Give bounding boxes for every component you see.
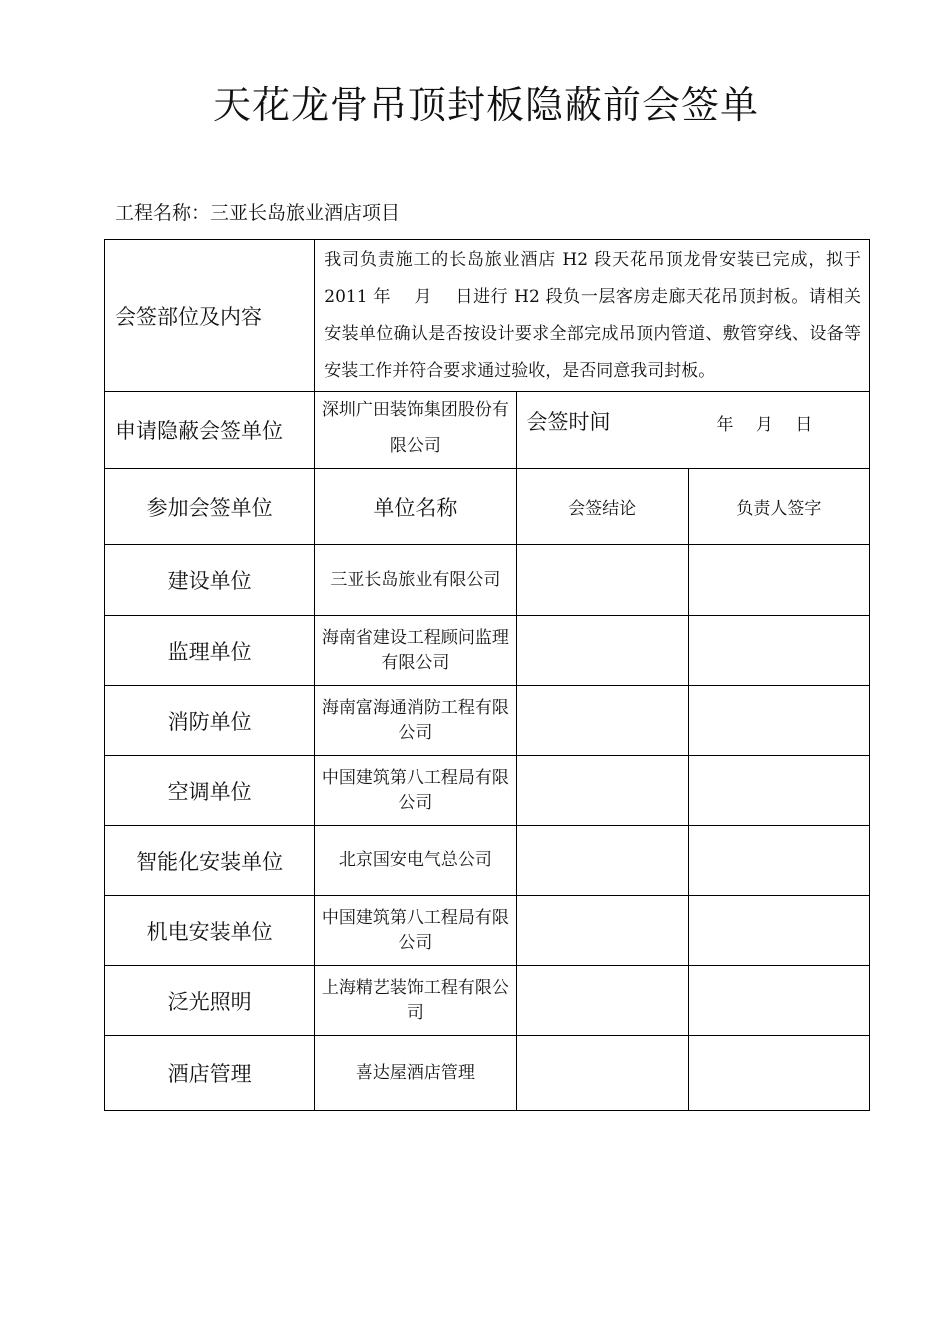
project-name: 工程名称：三亚长岛旅业酒店项目 bbox=[115, 202, 401, 224]
conclusion-cell[interactable] bbox=[516, 896, 688, 966]
content-text: 我司负责施工的长岛旅业酒店 H2 段天花吊顶龙骨安装已完成，拟于 2011 年 月 日进行 H2 段负一层客房走廊天花吊顶封板。请相关安装单位确认是否按设计要求全部完成吊顶内管道、敷管穿线、设备等安装工作并符合要求通过验收，是否同意我司封板。 bbox=[315, 240, 870, 392]
table-row bbox=[105, 756, 870, 826]
header-row bbox=[105, 469, 870, 545]
header-unit-type: 参加会签单位 bbox=[105, 469, 315, 545]
signature-cell[interactable] bbox=[688, 896, 869, 966]
unit-type: 智能化安装单位 bbox=[105, 826, 315, 896]
unit-type: 机电安装单位 bbox=[105, 896, 315, 966]
header-conclusion: 会签结论 bbox=[516, 469, 688, 545]
unit-name: 喜达屋酒店管理 bbox=[315, 1036, 516, 1111]
header-unit-name: 单位名称 bbox=[315, 469, 516, 545]
sign-time-label: 会签时间 bbox=[526, 410, 611, 434]
unit-type: 监理单位 bbox=[105, 616, 315, 686]
signature-cell[interactable] bbox=[688, 826, 869, 896]
apply-row bbox=[105, 392, 870, 469]
table-row bbox=[105, 826, 870, 896]
signature-cell[interactable] bbox=[688, 966, 869, 1036]
conclusion-cell[interactable] bbox=[516, 826, 688, 896]
table-row bbox=[105, 616, 870, 686]
conclusion-cell[interactable] bbox=[516, 686, 688, 756]
unit-type: 酒店管理 bbox=[105, 1036, 315, 1111]
unit-type: 消防单位 bbox=[105, 686, 315, 756]
table-row bbox=[105, 686, 870, 756]
unit-type: 建设单位 bbox=[105, 545, 315, 616]
content-row bbox=[105, 240, 870, 392]
apply-label: 申请隐蔽会签单位 bbox=[105, 392, 315, 469]
table-row bbox=[105, 896, 870, 966]
signature-cell[interactable] bbox=[688, 545, 869, 616]
sign-date-field[interactable]: 年 月 日 bbox=[716, 415, 813, 435]
unit-name: 中国建筑第八工程局有限公司 bbox=[315, 896, 516, 966]
table-row bbox=[105, 545, 870, 616]
unit-name: 海南省建设工程顾问监理有限公司 bbox=[315, 616, 516, 686]
apply-org: 深圳广田装饰集团股份有限公司 bbox=[315, 392, 516, 469]
header-signature: 负责人签字 bbox=[688, 469, 869, 545]
unit-name: 北京国安电气总公司 bbox=[315, 826, 516, 896]
unit-name: 上海精艺装饰工程有限公司 bbox=[315, 966, 516, 1036]
signature-cell[interactable] bbox=[688, 686, 869, 756]
signature-cell[interactable] bbox=[688, 756, 869, 826]
signature-cell[interactable] bbox=[688, 616, 869, 686]
table-row bbox=[105, 1036, 870, 1111]
unit-name: 三亚长岛旅业有限公司 bbox=[315, 545, 516, 616]
sign-time-cell bbox=[516, 392, 869, 469]
conclusion-cell[interactable] bbox=[516, 1036, 688, 1111]
conclusion-cell[interactable] bbox=[516, 545, 688, 616]
signature-cell[interactable] bbox=[688, 1036, 869, 1111]
document-title: 天花龙骨吊顶封板隐蔽前会签单 bbox=[212, 83, 759, 127]
table-row bbox=[105, 966, 870, 1036]
unit-type: 空调单位 bbox=[105, 756, 315, 826]
conclusion-cell[interactable] bbox=[516, 616, 688, 686]
conclusion-cell[interactable] bbox=[516, 756, 688, 826]
unit-name: 海南富海通消防工程有限公司 bbox=[315, 686, 516, 756]
sign-off-table bbox=[104, 239, 870, 1111]
conclusion-cell[interactable] bbox=[516, 966, 688, 1036]
content-label: 会签部位及内容 bbox=[105, 240, 315, 392]
unit-type: 泛光照明 bbox=[105, 966, 315, 1036]
unit-name: 中国建筑第八工程局有限公司 bbox=[315, 756, 516, 826]
